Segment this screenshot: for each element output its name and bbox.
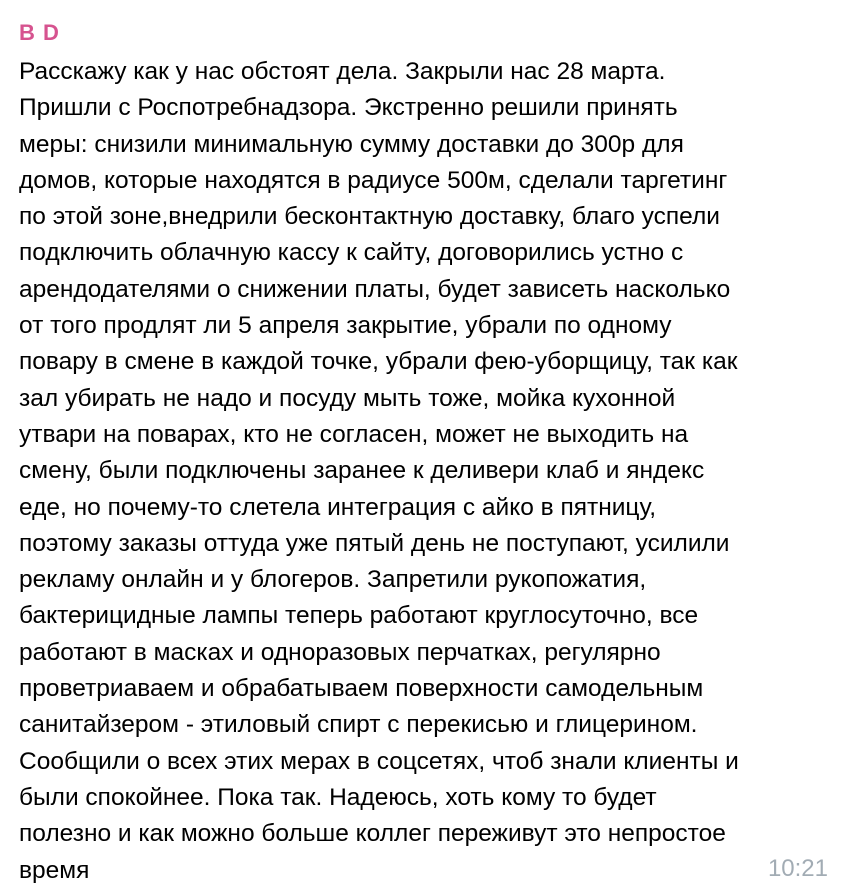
- message-line: зал убирать не надо и посуду мыть тоже, мойка кухонной: [19, 384, 676, 412]
- message-line: утвари на поварах, кто не согласен, может не выходить на: [19, 420, 689, 448]
- message-line: рекламу онлайн и у блогеров. Запретили рукопожатия,: [19, 566, 647, 594]
- message-line: от того продлят ли 5 апреля закрытие, убрали по одному: [19, 312, 672, 340]
- message-line: домов, которые находятся в радиусе 500м, сделали таргетинг: [19, 166, 728, 194]
- message-line: поэтому заказы оттуда уже пятый день не поступают, усилили: [19, 529, 730, 557]
- message-line: работают в масках и одноразовых перчатках, регулярно: [19, 638, 661, 666]
- message-line: Сообщили о всех этих мерах в соцсетях, чтоб знали клиенты и: [19, 747, 739, 775]
- message-line: бактерицидные лампы теперь работают круглосуточно, все: [19, 602, 699, 630]
- message-text: [19, 54, 834, 889]
- message-line: проветриаваем и обрабатываем поверхности самодельным: [19, 675, 704, 703]
- message-line: арендодателями о снижении платы, будет зависеть насколько: [19, 275, 731, 303]
- message-line: смену, были подключены заранее к деливери клаб и яндекс: [19, 457, 705, 485]
- message-line: время: [19, 856, 90, 884]
- message-line: повару в смене в каждой точке, убрали фею-уборщицу, так как: [19, 348, 738, 376]
- message-line: Пришли с Роспотребнадзора. Экстренно решили принять: [19, 94, 678, 122]
- message-line: были спокойнее. Пока так. Надеюсь, хоть кому то будет: [19, 783, 657, 811]
- message-line: меры: снизили минимальную сумму доставки до 300р для: [19, 130, 684, 158]
- message-line: полезно и как можно больше коллег переживут это непростое: [19, 820, 726, 848]
- message-line: еде, но почему-то слетела интеграция с айко в пятницу,: [19, 493, 657, 521]
- message-time: 10:21: [767, 855, 828, 882]
- message-line: Расскажу как у нас обстоят дела. Закрыли нас 28 марта.: [19, 58, 666, 85]
- message-line: подключить облачную кассу к сайту, договорились устно с: [19, 239, 684, 267]
- message-line: санитайзером - этиловый спирт с перекисью и глицерином.: [19, 711, 698, 739]
- message-line: по этой зоне,внедрили бесконтактную доставку, благо успели: [19, 203, 720, 231]
- sender-name[interactable]: B D: [19, 20, 60, 45]
